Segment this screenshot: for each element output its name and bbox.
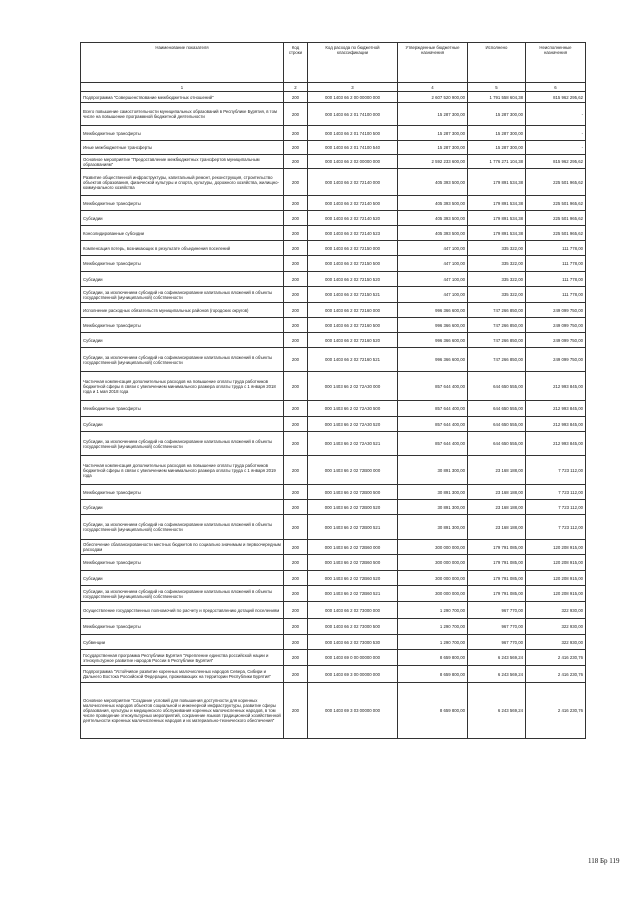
cell-kbk: 000 1403 66 2 01 74100 000 [308,103,398,126]
cell-name: Межбюджетные трансферты [81,318,284,333]
table-row [81,555,586,571]
cell-kbk: 000 1403 66 2 02 72150 500 [308,256,398,272]
table-row [81,241,586,256]
cell-executed: 179 791 085,00 [468,571,526,586]
table-row [81,303,586,318]
cell-approved: 405 393 500,00 [398,226,468,241]
cell-name: Частичная компенсация дополнительных расходов на повышение оплаты труда работников бюджетной сферы в связи с увеличением минимального размера оплаты труда с 1 января 2019 года [81,456,284,485]
cell-code: 200 [284,635,308,650]
table-row [81,211,586,226]
cell-code: 200 [284,456,308,485]
cell-name: Развитие общественной инфраструктуры, капитальный ремонт, реконструкция, строительство объектов образования, физической культуры и спорта, культуры, дорожного хозяйства, жилищно-коммунального хозяйства [81,169,284,196]
cell-executed: 967 770,00 [468,619,526,635]
cell-executed: 23 168 188,00 [468,456,526,485]
cell-kbk: 000 1403 66 2 02 73000 500 [308,619,398,635]
cell-kbk: 000 1403 66 2 02 72150 000 [308,241,398,256]
cell-name: Межбюджетные трансферты [81,401,284,417]
cell-approved: 30 891 300,00 [398,500,468,515]
cell-remaining: 815 962 295,62 [526,155,586,169]
cell-name: Иные межбюджетные трансферты [81,141,284,155]
header-remaining: Неисполненные назначения [526,43,586,83]
column-number: 5 [468,83,526,92]
table-row [81,666,586,683]
cell-code: 200 [284,92,308,103]
table-row [81,432,586,456]
cell-kbk: 000 1403 66 2 02 72A30 500 [308,401,398,417]
cell-kbk: 000 1403 66 2 02 72140 520 [308,211,398,226]
cell-kbk: 000 1403 66 2 02 72140 000 [308,169,398,196]
cell-approved: 2 592 233 600,00 [398,155,468,169]
cell-name: Межбюджетные трансферты [81,256,284,272]
cell-remaining: 212 993 845,00 [526,401,586,417]
table-row [81,650,586,666]
cell-code: 200 [284,333,308,348]
table-row [81,515,586,540]
cell-executed: 747 266 850,00 [468,303,526,318]
cell-code: 200 [284,348,308,372]
cell-approved: 30 891 300,00 [398,456,468,485]
cell-kbk: 000 1403 66 2 02 72160 521 [308,348,398,372]
cell-remaining: 249 099 750,00 [526,303,586,318]
cell-code: 200 [284,401,308,417]
cell-approved: 405 393 500,00 [398,211,468,226]
cell-remaining: 249 099 750,00 [526,333,586,348]
column-number: 1 [81,83,284,92]
cell-remaining: 322 930,00 [526,619,586,635]
cell-executed: 15 287 300,00 [468,141,526,155]
cell-kbk: 000 1403 66 2 02 72A30 521 [308,432,398,456]
cell-kbk: 000 1403 66 2 02 72150 520 [308,272,398,287]
cell-kbk: 000 1403 66 2 02 73000 000 [308,602,398,619]
cell-remaining: - [526,126,586,141]
cell-kbk: 000 1403 66 2 00 00000 000 [308,92,398,103]
cell-kbk: 000 1403 66 2 02 72B00 520 [308,500,398,515]
cell-executed: 179 891 534,38 [468,169,526,196]
cell-remaining: 111 778,00 [526,272,586,287]
cell-remaining: 111 778,00 [526,241,586,256]
cell-approved: 447 100,00 [398,287,468,303]
cell-executed: 967 770,00 [468,635,526,650]
cell-approved: 857 644 400,00 [398,401,468,417]
cell-code: 200 [284,318,308,333]
cell-approved: 15 287 300,00 [398,141,468,155]
cell-remaining: 212 993 845,00 [526,432,586,456]
cell-name: Всего повышение самостоятельности муниципальных образований в Республике Бурятия, в том числе на повышение программной бюджетной деятельности [81,103,284,126]
table-row [81,683,586,739]
cell-executed: 179 891 534,38 [468,211,526,226]
cell-approved: 30 891 300,00 [398,515,468,540]
cell-approved: 857 644 400,00 [398,372,468,401]
cell-remaining: 225 501 965,62 [526,169,586,196]
cell-kbk: 000 1403 66 2 02 72160 520 [308,333,398,348]
page-number: 118 Бр 119 [588,857,620,865]
cell-remaining: 7 723 112,00 [526,515,586,540]
cell-approved: 447 100,00 [398,241,468,256]
cell-name: Субсидии [81,211,284,226]
cell-code: 200 [284,417,308,432]
column-number: 4 [398,83,468,92]
cell-executed: 747 266 850,00 [468,318,526,333]
cell-code: 200 [284,500,308,515]
table-row [81,500,586,515]
cell-code: 200 [284,619,308,635]
cell-approved: 447 100,00 [398,256,468,272]
cell-approved: 857 644 400,00 [398,417,468,432]
table-row [81,348,586,372]
cell-executed: 747 266 850,00 [468,333,526,348]
cell-kbk: 000 1403 69 3 00 00000 000 [308,666,398,683]
cell-approved: 8 659 800,00 [398,650,468,666]
table-row [81,571,586,586]
cell-remaining: 120 208 915,00 [526,586,586,602]
cell-code: 200 [284,666,308,683]
cell-approved: 996 366 600,00 [398,333,468,348]
cell-name: Исполнение расходных обязательств муниципальных районов (городских округов) [81,303,284,318]
cell-remaining: 249 099 750,00 [526,348,586,372]
table-row [81,586,586,602]
cell-executed: 644 650 555,00 [468,432,526,456]
cell-kbk: 000 1403 66 2 02 72B60 500 [308,555,398,571]
cell-name: Субсидии, за исключением субсидий на софинансирование капитальных вложений в объекты государственной (муниципальной) собственности [81,432,284,456]
cell-name: Субсидии, за исключением субсидий на софинансирование капитальных вложений в объекты государственной (муниципальной) собственности [81,348,284,372]
cell-name: Субсидии, за исключением субсидий на софинансирование капитальных вложений в объекты государственной (муниципальной) собственности [81,586,284,602]
column-number: 3 [308,83,398,92]
cell-name: Субсидии, за исключением субсидий на софинансирование капитальных вложений в объекты государственной (муниципальной) собственности [81,287,284,303]
cell-code: 200 [284,256,308,272]
header-approved: Утвержденные бюджетные назначения [398,43,468,83]
cell-executed: 1 791 558 604,38 [468,92,526,103]
budget-report-table [80,42,586,739]
cell-remaining: 322 930,00 [526,635,586,650]
table-row [81,456,586,485]
cell-name: Субсидии [81,417,284,432]
cell-remaining: - [526,103,586,126]
header-code: Код строки [284,43,308,83]
cell-remaining: 120 208 915,00 [526,571,586,586]
cell-executed: 644 650 555,00 [468,401,526,417]
cell-name: Государственная программа Республики Бурятия "Укрепление единства российской нации и этнокультурное развитие народов России в Республике Бурятия" [81,650,284,666]
cell-remaining: 120 208 915,00 [526,540,586,555]
cell-remaining: 111 778,00 [526,256,586,272]
cell-code: 200 [284,432,308,456]
cell-name: Субвенции [81,635,284,650]
cell-name: Межбюджетные трансферты [81,196,284,211]
cell-code: 200 [284,226,308,241]
cell-executed: 15 287 300,00 [468,103,526,126]
cell-approved: 300 000 000,00 [398,555,468,571]
column-number: 6 [526,83,586,92]
cell-approved: 1 290 700,00 [398,602,468,619]
cell-executed: 6 243 569,24 [468,666,526,683]
cell-approved: 857 644 400,00 [398,432,468,456]
cell-kbk: 000 1403 66 2 02 72B00 000 [308,456,398,485]
table-row [81,417,586,432]
cell-executed: 335 322,00 [468,241,526,256]
table-row [81,272,586,287]
cell-remaining: 2 416 230,76 [526,666,586,683]
cell-name: Обеспечение сбалансированности местных бюджетов по социально значимым и первоочередным расходам [81,540,284,555]
cell-executed: 179 791 085,00 [468,586,526,602]
cell-code: 200 [284,272,308,287]
cell-name: Частичная компенсация дополнительных расходов на повышение оплаты труда работников бюджетной сферы в связи с увеличением минимального размера оплаты труда с 1 января 2018 года и 1 мая 2018 года [81,372,284,401]
cell-code: 200 [284,515,308,540]
cell-code: 200 [284,126,308,141]
cell-code: 200 [284,571,308,586]
table-row [81,196,586,211]
cell-remaining: 2 416 230,76 [526,650,586,666]
header-executed: Исполнено [468,43,526,83]
cell-remaining: 225 501 965,62 [526,211,586,226]
table-row [81,540,586,555]
cell-executed: 6 243 569,24 [468,650,526,666]
cell-kbk: 000 1403 66 2 02 72140 523 [308,226,398,241]
cell-code: 200 [284,485,308,500]
table-row [81,602,586,619]
cell-name: Межбюджетные трансферты [81,126,284,141]
cell-remaining: 212 993 845,00 [526,372,586,401]
column-number: 2 [284,83,308,92]
cell-kbk: 000 1403 66 2 02 72B60 000 [308,540,398,555]
cell-kbk: 000 1403 69 0 00 00000 000 [308,650,398,666]
table-row [81,141,586,155]
cell-executed: 967 770,00 [468,602,526,619]
report-body [81,92,586,739]
cell-name: Межбюджетные трансферты [81,485,284,500]
cell-approved: 15 287 300,00 [398,103,468,126]
cell-kbk: 000 1403 66 2 02 72B00 521 [308,515,398,540]
cell-approved: 405 393 500,00 [398,169,468,196]
cell-name: Субсидии [81,272,284,287]
cell-code: 200 [284,602,308,619]
cell-approved: 8 659 800,00 [398,683,468,739]
cell-remaining: 7 723 112,00 [526,456,586,485]
cell-remaining: 111 778,00 [526,287,586,303]
cell-executed: 335 322,00 [468,287,526,303]
cell-approved: 300 000 000,00 [398,540,468,555]
cell-kbk: 000 1403 66 2 02 72B00 500 [308,485,398,500]
cell-approved: 30 891 300,00 [398,485,468,500]
cell-name: Основное мероприятие "Создание условий для повышения доступности для коренных малочисленных народов объектов социальной и инженерной инфраструктуры, развитие сферы образования, культуры и медицинского обслуживания коренных малочисленных народов, в том числе проведение этнокультурных мероприятий, сохранение языков традиционной хозяйственной деятельности коренных малочисленных народов и их материально-технического обеспечения" [81,683,284,739]
cell-kbk: 000 1403 66 2 02 72B60 521 [308,586,398,602]
cell-approved: 447 100,00 [398,272,468,287]
cell-code: 200 [284,372,308,401]
column-number-row [81,83,586,92]
cell-kbk: 000 1403 66 2 02 72160 500 [308,318,398,333]
cell-kbk: 000 1403 66 2 02 72A30 000 [308,372,398,401]
cell-code: 200 [284,540,308,555]
cell-name: Субсидии [81,500,284,515]
cell-code: 200 [284,141,308,155]
cell-executed: 644 650 555,00 [468,372,526,401]
table-row [81,126,586,141]
table-row [81,318,586,333]
table-row [81,92,586,103]
cell-code: 200 [284,303,308,318]
cell-name: Подпрограмма "Устойчивое развитие коренных малочисленных народов Севера, Сибири и Дальнего Востока Российской Федерации, проживающих на территории Республики Бурятия" [81,666,284,683]
cell-approved: 996 366 600,00 [398,348,468,372]
cell-code: 200 [284,103,308,126]
cell-remaining: 7 723 112,00 [526,485,586,500]
cell-code: 200 [284,169,308,196]
cell-remaining: 212 993 845,00 [526,417,586,432]
cell-name: Субсидии [81,571,284,586]
cell-name: Межбюджетные трансферты [81,619,284,635]
table-row [81,619,586,635]
table-row [81,103,586,126]
cell-remaining: 225 501 965,62 [526,226,586,241]
cell-executed: 747 266 850,00 [468,348,526,372]
cell-kbk: 000 1403 66 2 01 74100 500 [308,126,398,141]
cell-executed: 15 287 300,00 [468,126,526,141]
cell-remaining: - [526,141,586,155]
cell-code: 200 [284,241,308,256]
cell-approved: 300 000 000,00 [398,571,468,586]
cell-approved: 2 607 520 900,00 [398,92,468,103]
cell-code: 200 [284,287,308,303]
cell-kbk: 000 1403 69 3 03 00000 000 [308,683,398,739]
cell-name: Основное мероприятие "Предоставление межбюджетных трансфертов муниципальным образованиям" [81,155,284,169]
cell-name: Субсидии, за исключением субсидий на софинансирование капитальных вложений в объекты государственной (муниципальной) собственности [81,515,284,540]
header-name: Наименование показателя [81,43,284,83]
cell-approved: 405 393 500,00 [398,196,468,211]
cell-code: 200 [284,586,308,602]
cell-remaining: 322 930,00 [526,602,586,619]
cell-remaining: 120 208 915,00 [526,555,586,571]
cell-code: 200 [284,683,308,739]
cell-executed: 179 791 085,00 [468,540,526,555]
cell-name: Консолидированные субсидии [81,226,284,241]
cell-name: Подпрограмма "Совершенствование межбюджетных отношений" [81,92,284,103]
header-kbk: Код расхода по бюджетной классификации [308,43,398,83]
cell-kbk: 000 1403 66 2 02 72160 000 [308,303,398,318]
cell-remaining: 249 099 750,00 [526,318,586,333]
cell-executed: 179 791 085,00 [468,555,526,571]
table-row [81,372,586,401]
cell-executed: 179 891 534,38 [468,196,526,211]
table-row [81,226,586,241]
table-row [81,333,586,348]
cell-approved: 1 290 700,00 [398,619,468,635]
cell-executed: 23 168 188,00 [468,485,526,500]
cell-remaining: 225 501 965,62 [526,196,586,211]
cell-approved: 996 366 600,00 [398,303,468,318]
table-row [81,401,586,417]
cell-name: Межбюджетные трансферты [81,555,284,571]
cell-code: 200 [284,196,308,211]
cell-approved: 1 290 700,00 [398,635,468,650]
cell-remaining: 815 962 295,62 [526,92,586,103]
table-row [81,256,586,272]
cell-approved: 996 366 600,00 [398,318,468,333]
cell-executed: 335 322,00 [468,272,526,287]
cell-code: 200 [284,155,308,169]
cell-approved: 15 287 300,00 [398,126,468,141]
cell-kbk: 000 1403 66 2 02 72A30 520 [308,417,398,432]
cell-executed: 335 322,00 [468,256,526,272]
table-row [81,169,586,196]
cell-approved: 8 659 800,00 [398,666,468,683]
header-row [81,43,586,83]
cell-executed: 6 243 569,24 [468,683,526,739]
cell-kbk: 000 1403 66 2 02 72140 500 [308,196,398,211]
cell-code: 200 [284,555,308,571]
cell-kbk: 000 1403 66 2 02 73000 530 [308,635,398,650]
table-row [81,287,586,303]
cell-kbk: 000 1403 66 2 02 72B60 520 [308,571,398,586]
cell-executed: 644 650 555,00 [468,417,526,432]
table-row [81,485,586,500]
cell-approved: 300 000 000,00 [398,586,468,602]
cell-name: Субсидии [81,333,284,348]
cell-executed: 23 168 188,00 [468,500,526,515]
cell-name: Компенсация потерь, возникающих в результате объединения поселений [81,241,284,256]
table-row [81,155,586,169]
cell-kbk: 000 1403 66 2 01 74100 540 [308,141,398,155]
cell-executed: 179 891 534,38 [468,226,526,241]
cell-kbk: 000 1403 66 2 02 72150 521 [308,287,398,303]
cell-code: 200 [284,650,308,666]
cell-remaining: 2 416 230,76 [526,683,586,739]
cell-name: Осуществление государственных полномочий по расчету и предоставлению дотаций поселениям [81,602,284,619]
cell-kbk: 000 1403 66 2 02 00000 000 [308,155,398,169]
cell-executed: 23 168 188,00 [468,515,526,540]
cell-remaining: 7 723 112,00 [526,500,586,515]
table-row [81,635,586,650]
cell-executed: 1 776 271 104,38 [468,155,526,169]
cell-code: 200 [284,211,308,226]
